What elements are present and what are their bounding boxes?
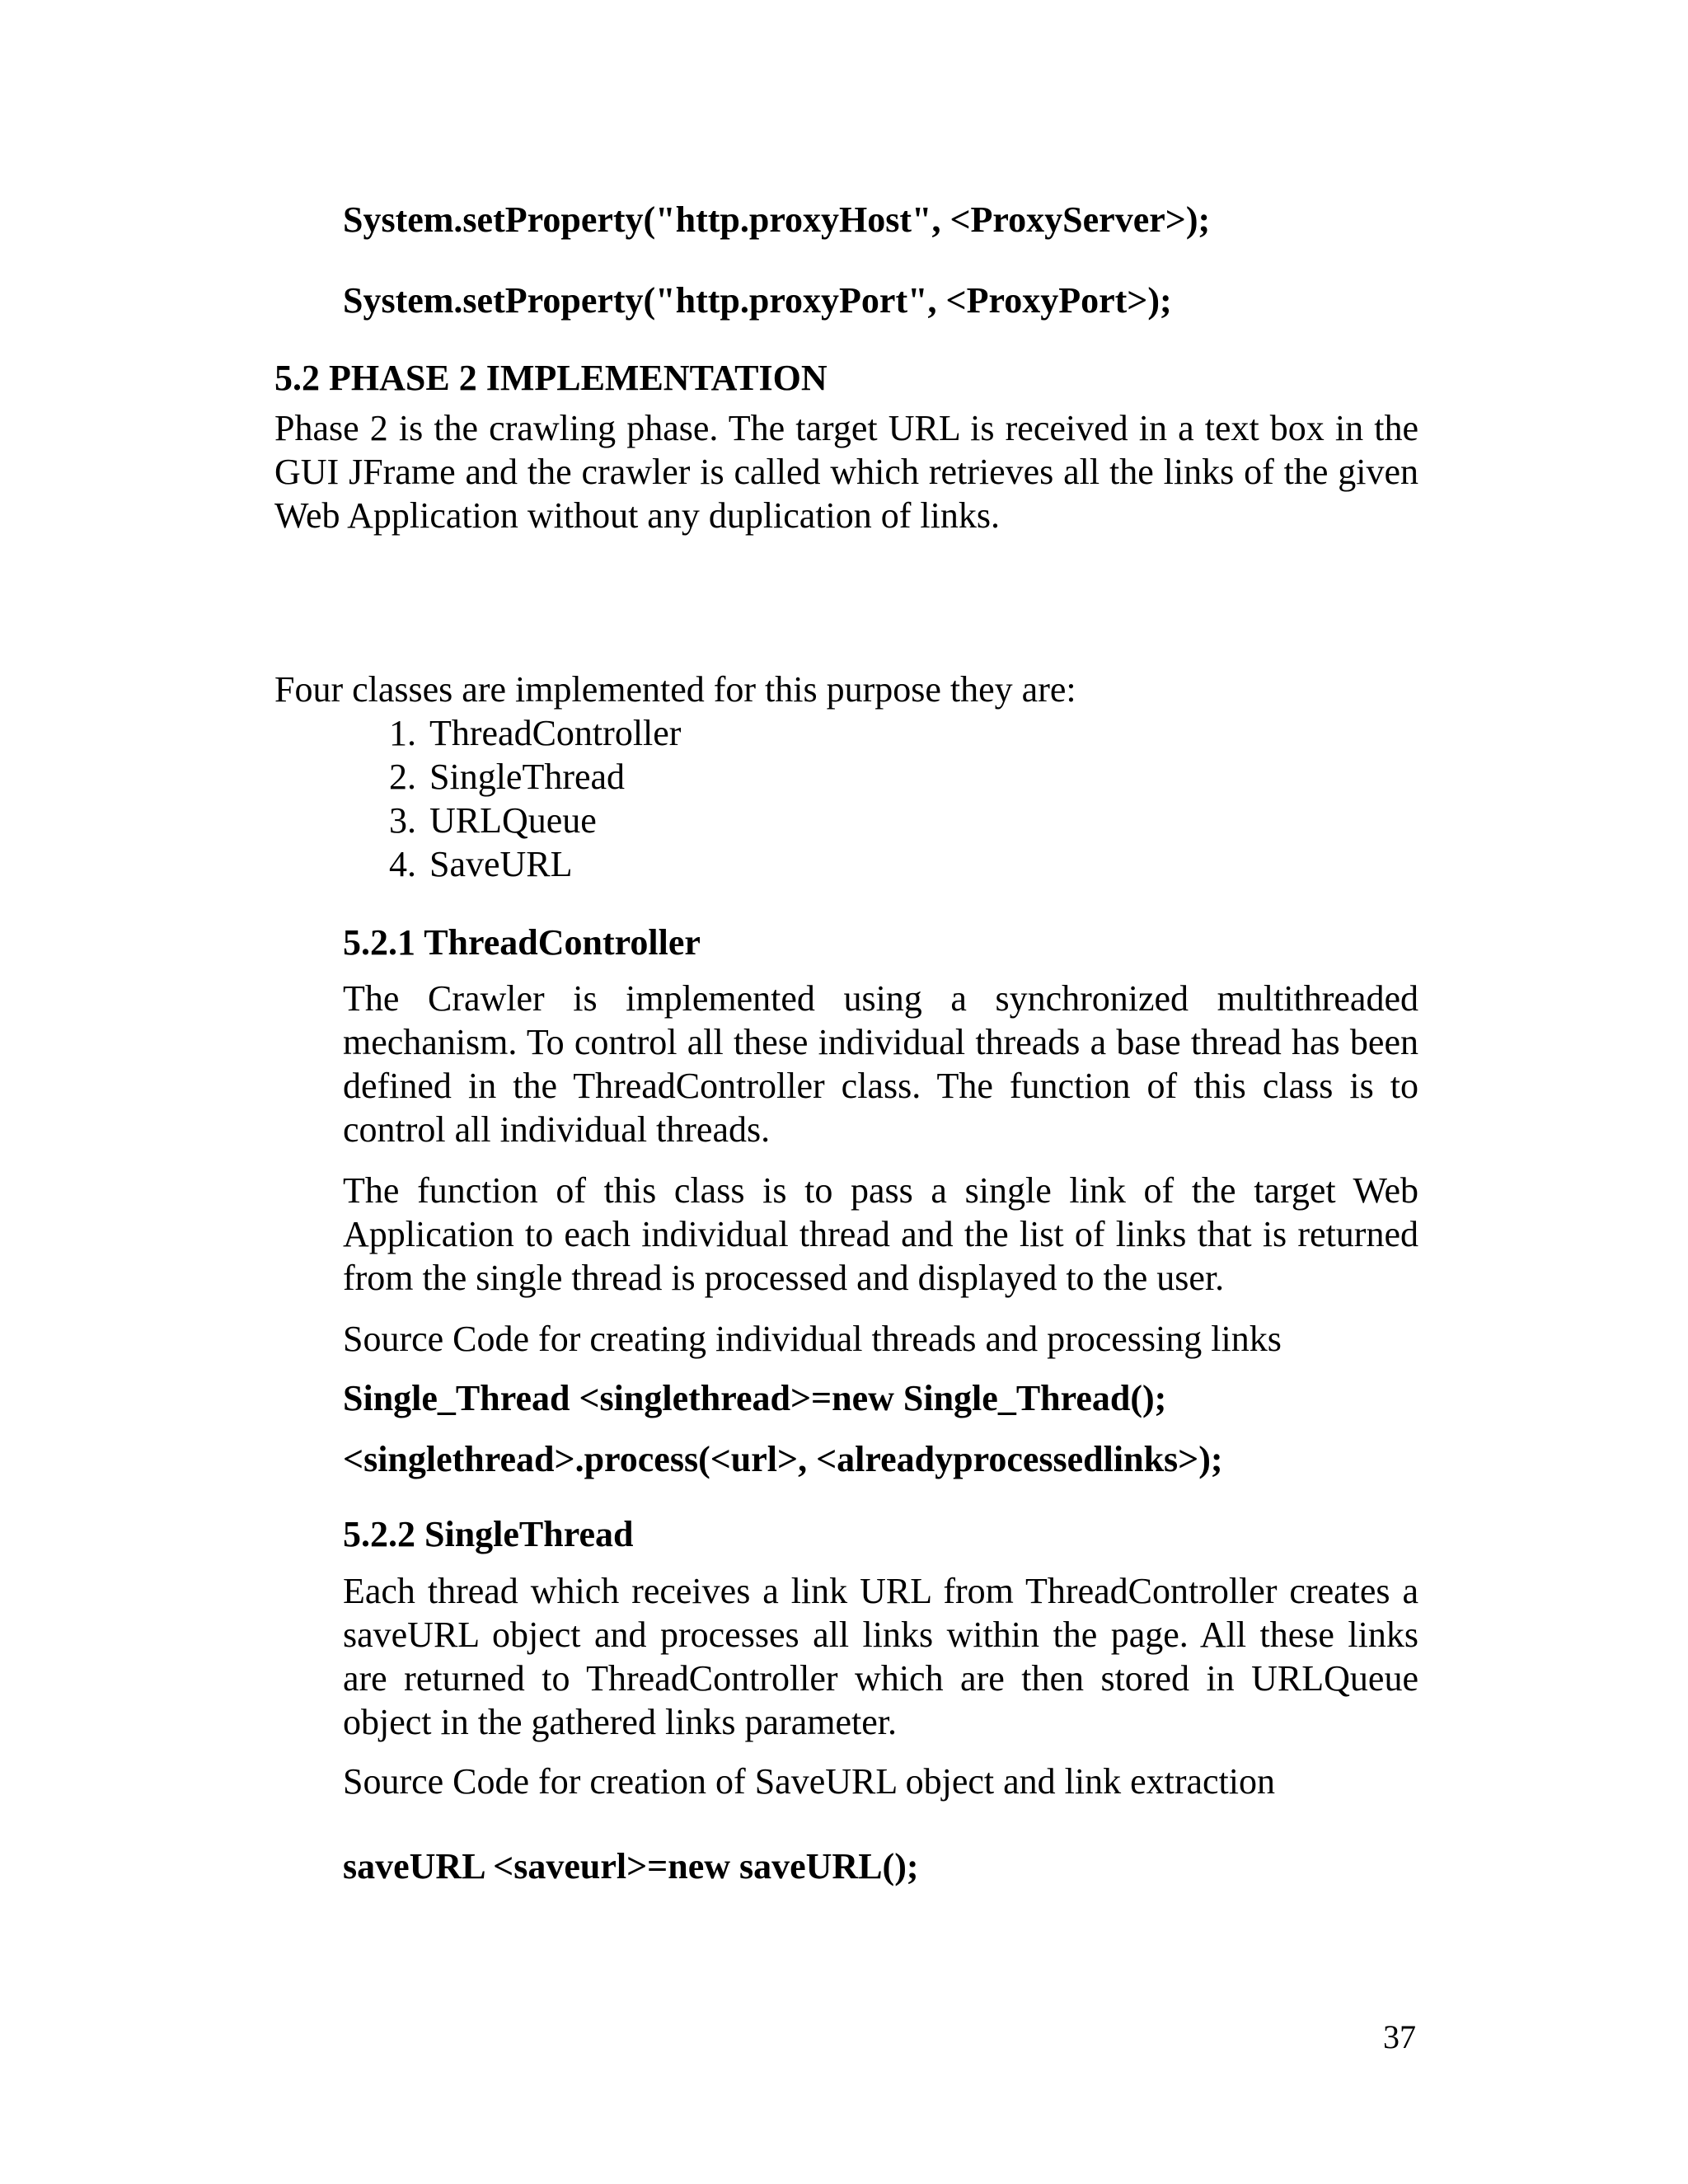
list-item-number: 4.: [389, 844, 416, 884]
list-item: [367, 842, 681, 886]
code-single-thread-process: <singlethread>.process(<url>, <alreadyprocessedlinks>);: [343, 1439, 1223, 1479]
section-heading-5-2: 5.2 PHASE 2 IMPLEMENTATION: [274, 358, 828, 398]
list-item-label: ThreadController: [429, 713, 682, 753]
section-heading-5-2-2: 5.2.2 SingleThread: [343, 1514, 634, 1554]
classes-list: [367, 711, 681, 886]
classes-intro: Four classes are implemented for this purpose they are:: [274, 669, 1076, 710]
list-item-label: SaveURL: [429, 844, 573, 884]
list-item-number: 2.: [389, 757, 416, 797]
list-item: [367, 755, 681, 799]
list-item-number: 1.: [389, 713, 416, 753]
list-item: [367, 711, 681, 755]
list-item-label: SingleThread: [429, 757, 626, 797]
section-5-2-paragraph: Phase 2 is the crawling phase. The target URL is received in a text box in the GUI JFrame and the crawler is called which retrieves all the links of the given Web Application without any duplication of links.: [274, 408, 1418, 536]
source-code-caption-2: Source Code for creation of SaveURL object and link extraction: [343, 1761, 1276, 1802]
code-single-thread-new: Single_Thread <singlethread>=new Single_Thread();: [343, 1378, 1167, 1418]
page-number: 37: [1383, 2018, 1416, 2055]
list-item: [367, 799, 681, 842]
section-5-2-1-paragraph-1: The Crawler is implemented using a synchronized multithreaded mechanism. To control all these individual threads a base thread has been defined in the ThreadController class. The function of this class is to control all individual threads.: [343, 978, 1418, 1150]
list-item-label: URLQueue: [429, 800, 597, 841]
section-5-2-1-paragraph-2: The function of this class is to pass a single link of the target Web Application to each individual thread and the list of links that is returned from the single thread is processed and displayed to the user.: [343, 1170, 1418, 1298]
source-code-caption-1: Source Code for creating individual threads and processing links: [343, 1319, 1282, 1359]
code-save-url-new: saveURL <saveurl>=new saveURL();: [343, 1846, 919, 1886]
section-heading-5-2-1: 5.2.1 ThreadController: [343, 922, 701, 963]
section-5-2-2-paragraph: Each thread which receives a link URL from ThreadController creates a saveURL object and processes all links within the page. All these links are returned to ThreadController which are then stored in URLQueue object in the gathered links parameter.: [343, 1571, 1418, 1742]
list-item-number: 3.: [389, 800, 416, 841]
code-proxy-port: System.setProperty("http.proxyPort", <ProxyPort>);: [343, 280, 1172, 321]
code-proxy-host: System.setProperty("http.proxyHost", <ProxyServer>);: [343, 199, 1211, 240]
